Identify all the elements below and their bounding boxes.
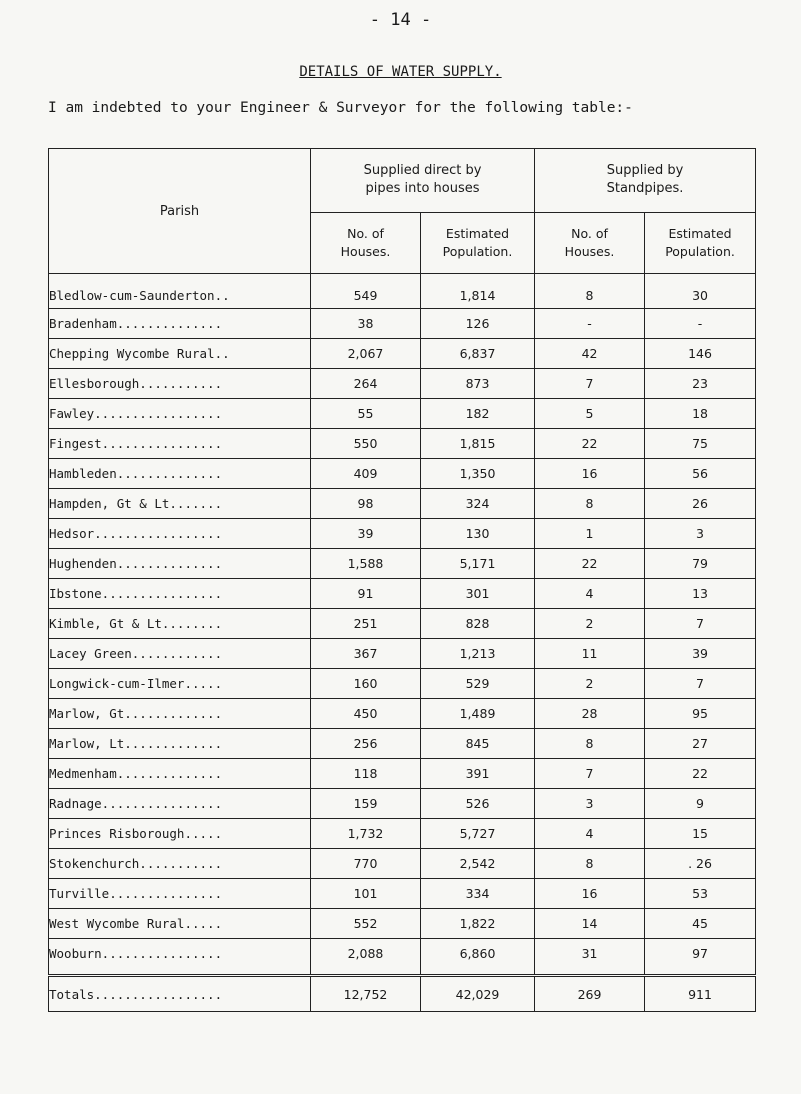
stand-population-cell: 26 [645,489,756,519]
table-row [49,309,756,339]
parish-cell: Hambleden.............. [49,459,311,489]
stand-population-cell: 18 [645,399,756,429]
stand-population-cell: 146 [645,339,756,369]
population-header-line2: Population. [665,243,735,259]
stand-population-cell: 39 [645,639,756,669]
parish-cell: Hughenden.............. [49,549,311,579]
pipe-population-cell: 845 [421,729,535,759]
pipes-header-line1: Supplied direct by [363,163,482,179]
stand-population-cell: 7 [645,609,756,639]
pipe-houses-cell: 770 [311,849,421,879]
pipe-population-cell: 301 [421,579,535,609]
table-row [49,669,756,699]
stand-population-cell: - [645,309,756,339]
pipe-population-cell: 2,542 [421,849,535,879]
pipe-population-cell: 324 [421,489,535,519]
intro-text: I am indebted to your Engineer & Surveyor for the following table:- [48,100,633,116]
pipe-houses-cell: 409 [311,459,421,489]
pipe-houses-cell: 1,732 [311,819,421,849]
stand-population-cell: 3 [645,519,756,549]
stand-population-header [645,212,756,274]
table-row [49,399,756,429]
parish-cell: Hedsor................. [49,519,311,549]
parish-cell: Ibstone................ [49,579,311,609]
table-row [49,549,756,579]
pipe-population-cell: 1,815 [421,429,535,459]
stand-population-cell: 15 [645,819,756,849]
stand-houses-cell: 4 [535,579,645,609]
population-header-line2: Population. [442,243,513,259]
pipe-population-cell: 391 [421,759,535,789]
stand-population-cell: 13 [645,579,756,609]
table-row [49,879,756,909]
pipe-population-cell: 6,837 [421,339,535,369]
stand-houses-cell: 22 [535,549,645,579]
stand-population-cell: 75 [645,429,756,459]
pipe-houses-cell: 450 [311,699,421,729]
pipe-houses-cell: 367 [311,639,421,669]
page-number: - 14 - [369,10,432,30]
stand-population-cell: 7 [645,669,756,699]
pipe-population-cell: 1,814 [421,274,535,309]
totals-label: Totals................. [49,976,311,1012]
standpipes-group-header [535,149,756,213]
stand-houses-cell: 1 [535,519,645,549]
parish-cell: Bradenham.............. [49,309,311,339]
stand-houses-cell: 2 [535,669,645,699]
pipe-houses-cell: 55 [311,399,421,429]
stand-houses-cell: 7 [535,759,645,789]
table-row [49,274,756,309]
parish-cell: Ellesborough........... [49,369,311,399]
parish-cell: Marlow, Gt............. [49,699,311,729]
parish-cell: Marlow, Lt............. [49,729,311,759]
pipe-houses-cell: 552 [311,909,421,939]
pipe-houses-cell: 118 [311,759,421,789]
stand-houses-cell: 11 [535,639,645,669]
table-row [49,939,756,976]
stand-population-cell: 79 [645,549,756,579]
pipe-houses-cell: 91 [311,579,421,609]
pipe-houses-cell: 1,588 [311,549,421,579]
pipe-houses-cell: 39 [311,519,421,549]
totals-pipe-population: 42,029 [421,976,535,1012]
totals-stand-houses: 269 [535,976,645,1012]
table-row [49,789,756,819]
houses-header-line2: Houses. [340,243,391,259]
pipe-population-cell: 873 [421,369,535,399]
parish-cell: Turville............... [49,879,311,909]
parish-cell: Fawley................. [49,399,311,429]
table-row [49,519,756,549]
pipe-houses-cell: 160 [311,669,421,699]
totals-row [49,976,756,1012]
stand-houses-cell: 4 [535,819,645,849]
pipe-houses-cell: 2,067 [311,339,421,369]
table-row [49,639,756,669]
table-row [49,369,756,399]
pipe-population-cell: 1,822 [421,909,535,939]
pipe-population-cell: 1,489 [421,699,535,729]
pipe-houses-cell: 159 [311,789,421,819]
table-row [49,489,756,519]
totals-pipe-houses: 12,752 [311,976,421,1012]
table-row [49,579,756,609]
pipes-houses-header [311,212,421,274]
stand-population-cell: 9 [645,789,756,819]
stand-houses-cell: 3 [535,789,645,819]
stand-population-cell: 30 [645,274,756,309]
pipes-population-header [421,212,535,274]
parish-cell: Lacey Green............ [49,639,311,669]
pipe-population-cell: 5,727 [421,819,535,849]
stand-houses-cell: 8 [535,729,645,759]
parish-cell: Fingest................ [49,429,311,459]
houses-header-line1: No. of [347,225,384,241]
pipe-population-cell: 5,171 [421,549,535,579]
pipe-population-cell: 529 [421,669,535,699]
table-row [49,609,756,639]
parish-cell: Princes Risborough..... [49,819,311,849]
pipe-houses-cell: 550 [311,429,421,459]
pipe-houses-cell: 101 [311,879,421,909]
pipes-header-line2: pipes into houses [365,181,480,197]
parish-cell: Kimble, Gt & Lt........ [49,609,311,639]
stand-houses-cell: 31 [535,939,645,976]
population-header-line1: Estimated [445,225,510,241]
pipe-houses-cell: 256 [311,729,421,759]
standpipes-header-line1: Supplied by [606,163,684,179]
stand-houses-cell: 28 [535,699,645,729]
table-row [49,429,756,459]
water-supply-table [48,148,756,1012]
stand-houses-cell: 14 [535,909,645,939]
stand-houses-cell: 8 [535,849,645,879]
stand-houses-cell: 22 [535,429,645,459]
stand-population-cell: 27 [645,729,756,759]
pipe-population-cell: 526 [421,789,535,819]
stand-houses-header [535,212,645,274]
houses-header-line2: Houses. [564,243,615,259]
stand-houses-cell: 8 [535,274,645,309]
stand-houses-cell: 5 [535,399,645,429]
stand-population-cell: 97 [645,939,756,976]
stand-population-cell: 22 [645,759,756,789]
parish-cell: Hampden, Gt & Lt....... [49,489,311,519]
parish-cell: Chepping Wycombe Rural.. [49,339,311,369]
pipe-houses-cell: 38 [311,309,421,339]
table-row [49,699,756,729]
pipe-population-cell: 334 [421,879,535,909]
pipe-houses-cell: 264 [311,369,421,399]
table-row [49,909,756,939]
stand-population-cell: 23 [645,369,756,399]
table-row [49,849,756,879]
parish-header: Parish [49,149,311,274]
stand-houses-cell: 7 [535,369,645,399]
pipe-population-cell: 126 [421,309,535,339]
stand-houses-cell: 2 [535,609,645,639]
pipe-houses-cell: 549 [311,274,421,309]
pipe-houses-cell: 98 [311,489,421,519]
table-row [49,819,756,849]
stand-houses-cell: 42 [535,339,645,369]
pipe-population-cell: 1,213 [421,639,535,669]
parish-cell: Longwick-cum-Ilmer..... [49,669,311,699]
pipe-houses-cell: 251 [311,609,421,639]
table-row [49,339,756,369]
stand-houses-cell: 16 [535,459,645,489]
parish-cell: Medmenham.............. [49,759,311,789]
stand-houses-cell: - [535,309,645,339]
parish-cell: Wooburn................ [49,939,311,976]
stand-houses-cell: 8 [535,489,645,519]
parish-cell: Radnage................ [49,789,311,819]
table-row [49,759,756,789]
table-row [49,729,756,759]
stand-population-cell: 53 [645,879,756,909]
stand-population-cell: 95 [645,699,756,729]
pipe-population-cell: 1,350 [421,459,535,489]
stand-population-cell: 45 [645,909,756,939]
pipes-group-header [311,149,535,213]
pipe-population-cell: 130 [421,519,535,549]
standpipes-header-line2: Standpipes. [606,181,684,197]
pipe-houses-cell: 2,088 [311,939,421,976]
totals-stand-population: 911 [645,976,756,1012]
stand-population-cell: 56 [645,459,756,489]
houses-header-line1: No. of [571,225,608,241]
pipe-population-cell: 828 [421,609,535,639]
pipe-population-cell: 6,860 [421,939,535,976]
table-body [49,274,756,976]
page-heading: DETAILS OF WATER SUPPLY. [299,64,502,80]
stand-houses-cell: 16 [535,879,645,909]
parish-cell: Bledlow-cum-Saunderton.. [49,274,311,309]
parish-cell: Stokenchurch........... [49,849,311,879]
population-header-line1: Estimated [668,225,732,241]
stand-population-cell: . 26 [645,849,756,879]
parish-cell: West Wycombe Rural..... [49,909,311,939]
table-row [49,459,756,489]
pipe-population-cell: 182 [421,399,535,429]
